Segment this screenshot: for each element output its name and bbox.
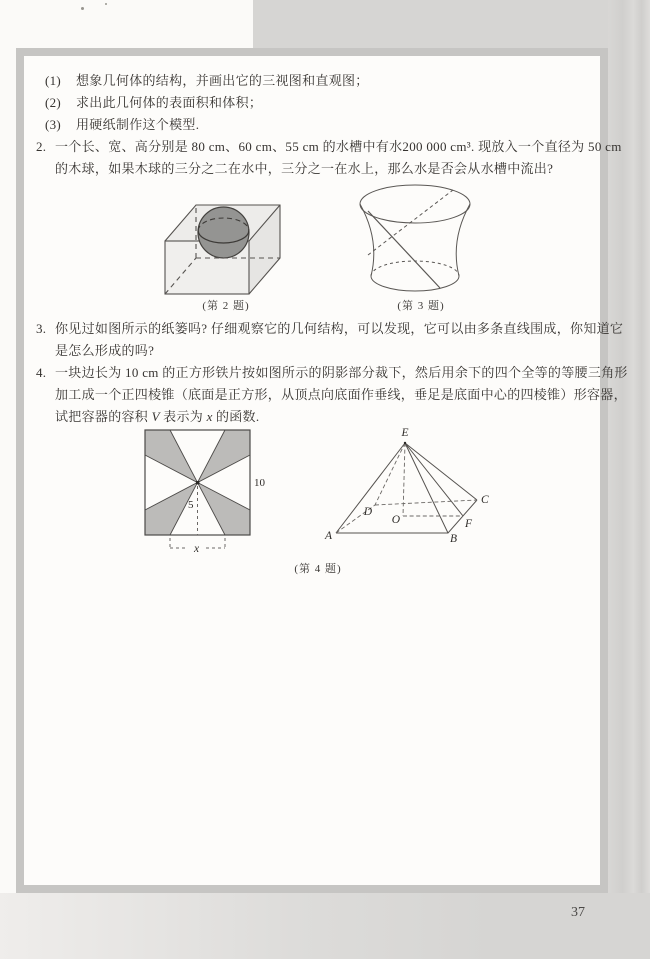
math-variable-V: V [151, 409, 160, 424]
problem-text: 的函数. [212, 409, 260, 424]
problem-number: 3. [36, 321, 47, 336]
item-text: 想象几何体的结构，并画出它的三视图和直观图； [76, 73, 369, 88]
figure-3-caption: (第 3 题) [397, 300, 445, 312]
ruling-line-dashed [368, 190, 453, 255]
pyramid-solid-edges [336, 443, 477, 533]
apex-point [404, 442, 406, 444]
label-C: C [481, 494, 489, 506]
figure-2-caption: (第 2 题) [202, 300, 250, 312]
label-B: B [450, 533, 458, 545]
problem-text: 你见过如图所示的纸篓吗? 仔细观察它的几何结构，可以发现，它可以由多条直线围成，你知道它 [55, 321, 624, 336]
base-width-label: x [194, 543, 200, 555]
sphere [198, 207, 249, 258]
page-number: 37 [571, 905, 585, 920]
problem-text: 加工成一个正四棱锥（底面是正方形，从顶点向底面作垂线，垂足是底面中心的四棱锥）形容器， [55, 387, 627, 402]
problem-number: 2. [36, 139, 47, 154]
problem-number: 4. [36, 365, 47, 380]
figure-4-caption: (第 4 题) [294, 563, 342, 575]
problem-text: 是怎么形成的吗? [55, 343, 155, 358]
problem-2-line-2 [55, 158, 553, 180]
label-D: D [363, 506, 372, 518]
scan-speck [81, 7, 84, 10]
problem-4-line-3 [55, 406, 259, 428]
half-height-label: 5 [188, 499, 194, 511]
pyramid-hidden-edges [336, 443, 477, 533]
basket-bottom-back-arc [371, 261, 459, 276]
basket-top-rim [360, 185, 470, 223]
problem-4-line-2 [55, 384, 627, 406]
label-O: O [391, 514, 400, 526]
label-A: A [324, 530, 332, 542]
math-variable-x: x [206, 409, 213, 424]
problem-3-line-1 [36, 318, 623, 340]
item-label: (1) [45, 73, 62, 88]
center-point [196, 481, 199, 484]
label-F: F [465, 518, 473, 530]
problem-text: 一块边长为 10 cm 的正方形铁片按如图所示的阴影部分裁下，然后用余下的四个全等的等腰三角形 [55, 365, 628, 380]
figure-pyramid [326, 426, 490, 548]
problem-2-line-1 [36, 136, 622, 158]
item-text: 求出此几何体的表面积和体积； [76, 95, 263, 110]
problem-3-line-2 [55, 340, 154, 362]
item-text: 用硬纸制作这个模型. [76, 117, 200, 132]
item-label: (2) [45, 95, 62, 110]
problem-text: 表示为 [159, 409, 207, 424]
problem-4-line-1 [36, 362, 628, 384]
problem-text: 试把容器的容积 [55, 409, 152, 424]
label-E: E [401, 427, 409, 439]
square-side-label: 10 [254, 477, 265, 489]
scan-background-top [253, 0, 650, 48]
intro-item-3 [45, 114, 199, 136]
figure-square-template [140, 426, 268, 558]
basket-right-profile [456, 204, 470, 276]
figure-box-with-sphere [158, 186, 290, 298]
intro-item-2 [45, 92, 262, 114]
problem-text: 的木球，如果木球的三分之二在水中，三分之一在水上，那么水是否会从水槽中流出? [55, 161, 554, 176]
intro-item-1 [45, 70, 369, 92]
basket-bottom-front-arc [371, 276, 459, 291]
item-label: (3) [45, 117, 62, 132]
scan-speck [105, 3, 107, 5]
scan-background-bottom [0, 893, 650, 959]
problem-text: 一个长、宽、高分别是 80 cm、60 cm、55 cm 的水槽中有水200 000 cm³. 现放入一个直径为 50 cm [55, 139, 622, 154]
figure-hyperboloid-basket [353, 183, 477, 295]
